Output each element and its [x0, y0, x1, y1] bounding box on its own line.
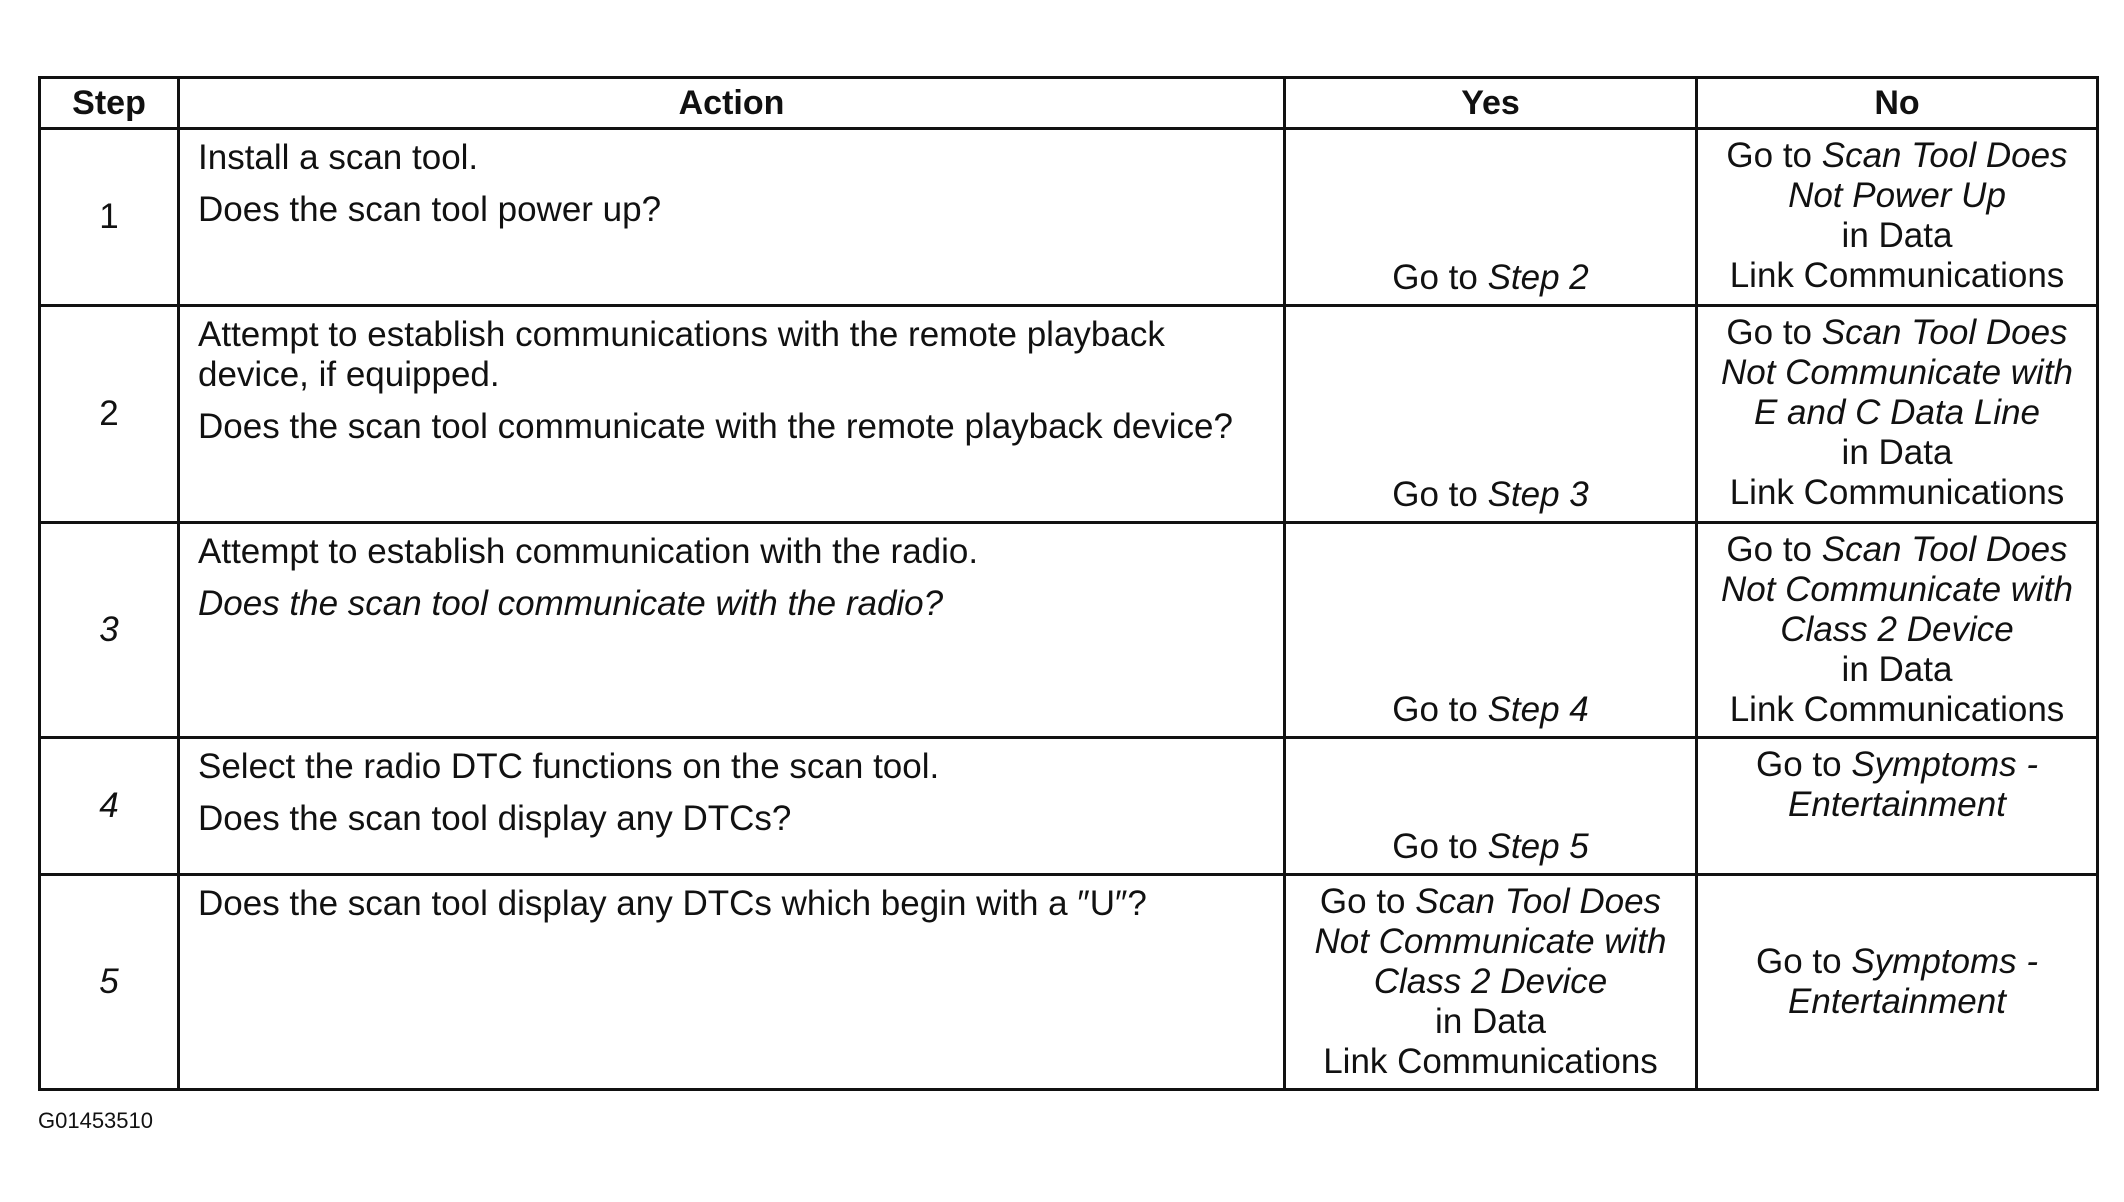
no-ref-link[interactable]: Symptoms - [1851, 745, 2039, 784]
action-cell [179, 523, 1285, 738]
no-ref-link-cont[interactable]: Not Communicate with [1720, 570, 2074, 609]
yes-prefix: Go to [1392, 827, 1488, 866]
no-prefix: Go to [1726, 136, 1822, 175]
no-cell [1697, 306, 2098, 523]
yes-ref-link[interactable]: Scan Tool Does [1415, 882, 1662, 921]
yes-cell [1285, 738, 1697, 875]
no-ref-link-cont[interactable]: Class 2 Device [1780, 610, 2014, 649]
table-row [40, 875, 2098, 1090]
yes-step-link[interactable]: Step 5 [1487, 827, 1589, 866]
header-action: Action [179, 78, 1285, 129]
no-cell [1697, 523, 2098, 738]
figure-id: G01453510 [38, 1108, 153, 1133]
step-number: 5 [40, 875, 179, 1090]
yes-section: Link Communications [1323, 1042, 1658, 1081]
action-cell [179, 738, 1285, 875]
no-ref-link[interactable]: Scan Tool Does [1821, 136, 2068, 175]
no-ref-link-cont[interactable]: Entertainment [1788, 785, 2006, 824]
no-ref-link[interactable]: Scan Tool Does [1821, 530, 2068, 569]
yes-ref-link-cont[interactable]: Not Communicate with [1314, 922, 1667, 961]
action-text: Select the radio DTC functions on the scan tool. [198, 747, 940, 786]
table-row [40, 523, 2098, 738]
yes-prefix: Go to [1392, 690, 1488, 729]
yes-location: in Data [1435, 1002, 1546, 1041]
table-row [40, 738, 2098, 875]
header-yes: Yes [1285, 78, 1697, 129]
no-cell [1697, 875, 2098, 1090]
no-ref-link[interactable]: Scan Tool Does [1821, 313, 2068, 352]
action-cell [179, 306, 1285, 523]
yes-prefix: Go to [1392, 475, 1488, 514]
no-location: in Data [1841, 433, 1953, 472]
yes-cell [1285, 875, 1697, 1090]
yes-prefix: Go to [1319, 882, 1416, 921]
yes-step-link[interactable]: Step 4 [1487, 690, 1589, 729]
header-row [40, 78, 2098, 129]
no-location: in Data [1841, 216, 1953, 255]
no-prefix: Go to [1726, 530, 1822, 569]
header-step: Step [40, 78, 179, 129]
header-no: No [1697, 78, 2098, 129]
no-prefix: Go to [1755, 942, 1852, 981]
no-section: Link Communications [1729, 473, 2065, 512]
no-section: Link Communications [1729, 690, 2065, 729]
action-question: Does the scan tool display any DTCs which begin with a ″U″? [198, 884, 1147, 923]
no-location: in Data [1841, 650, 1953, 689]
no-ref-link-cont[interactable]: Entertainment [1788, 982, 2006, 1021]
yes-cell [1285, 523, 1697, 738]
diagnostic-table [38, 76, 2099, 1091]
step-number: 2 [40, 306, 179, 523]
yes-prefix: Go to [1392, 258, 1488, 297]
yes-step-link[interactable]: Step 3 [1487, 475, 1589, 514]
step-number: 3 [40, 523, 179, 738]
yes-ref-link-cont[interactable]: Class 2 Device [1373, 962, 1608, 1001]
action-cell [179, 129, 1285, 306]
yes-step-link[interactable]: Step 2 [1487, 258, 1589, 297]
action-question: Does the scan tool communicate with the remote playback device? [198, 407, 1233, 446]
yes-cell [1285, 129, 1697, 306]
no-section: Link Communications [1729, 256, 2065, 295]
no-ref-link-cont[interactable]: E and C Data Line [1753, 393, 2040, 432]
no-ref-link-cont[interactable]: Not Power Up [1788, 176, 2006, 215]
table-row [40, 129, 2098, 306]
no-ref-link[interactable]: Symptoms - [1851, 942, 2039, 981]
no-cell [1697, 738, 2098, 875]
no-ref-link-cont[interactable]: Not Communicate with [1720, 353, 2074, 392]
step-number: 1 [40, 129, 179, 306]
table-row [40, 306, 2098, 523]
action-cell [179, 875, 1285, 1090]
no-prefix: Go to [1755, 745, 1852, 784]
no-cell [1697, 129, 2098, 306]
yes-cell [1285, 306, 1697, 523]
action-text: Install a scan tool. [198, 138, 479, 177]
action-question: Does the scan tool power up? [198, 190, 662, 229]
action-question: Does the scan tool display any DTCs? [198, 799, 792, 838]
step-number: 4 [40, 738, 179, 875]
action-question: Does the scan tool communicate with the radio? [198, 584, 944, 623]
action-text: Attempt to establish communications with the remote playback device, if equipped. [198, 315, 1165, 394]
action-text: Attempt to establish communication with the radio. [198, 532, 979, 571]
no-prefix: Go to [1726, 313, 1822, 352]
